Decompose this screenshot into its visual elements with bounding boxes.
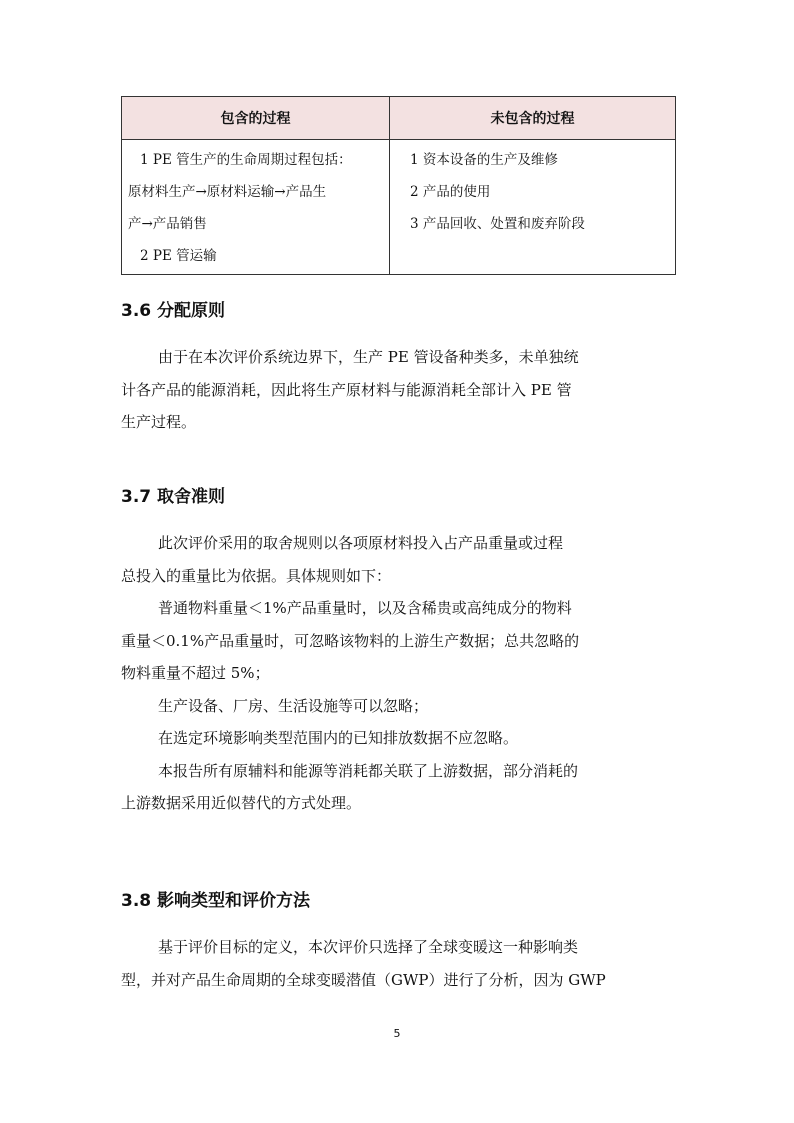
included-line: 产→产品销售 [128,216,207,232]
excluded-line: 2 产品的使用 [410,184,491,200]
text-line: 基于评价目标的定义，本次评价只选择了全球变暖这一种影响类 [158,938,579,956]
included-line: 原材料生产→原材料运输→产品生 [128,184,327,200]
text-line: 此次评价采用的取舍规则以各项原材料投入占产品重量或过程 [158,534,564,552]
excluded-line: 1 资本设备的生产及维修 [410,152,558,168]
header-excluded: 未包含的过程 [390,97,676,140]
text-line: 物料重量不超过 5%； [121,664,270,682]
text-line: 上游数据采用近似替代的方式处理。 [121,794,362,812]
text-line: 型，并对产品生命周期的全球变暖潜值（GWP）进行了分析，因为 GWP [121,970,606,989]
table-row [122,140,676,275]
text-line: 在选定环境影响类型范围内的已知排放数据不应忽略。 [158,729,519,747]
included-line: 2 PE 管运输 [140,248,217,264]
text-line: 生产过程。 [121,413,197,431]
text-line: 由于在本次评价系统边界下，生产 PE 管设备种类多，未单独统 [158,348,579,366]
page-number: 5 [393,1027,401,1040]
text-line: 总投入的重量比为依据。具体规则如下： [121,566,392,585]
section-heading-3-6: 3.6 分配原则 [121,301,226,321]
text-line: 普通物料重量＜1%产品重量时，以及含稀贵或高纯成分的物料 [158,599,572,617]
header-included: 包含的过程 [122,97,390,140]
excluded-line: 3 产品回收、处置和废弃阶段 [410,216,585,232]
section-3-6-paragraph [121,341,675,439]
section-3-8-paragraph [121,931,675,996]
section-3-7-paragraph [121,527,675,820]
section-heading-3-8: 3.8 影响类型和评价方法 [121,891,311,911]
text-line: 计各产品的能源消耗，因此将生产原材料与能源消耗全部计入 PE 管 [121,380,572,399]
text-line: 重量＜0.1%产品重量时，可忽略该物料的上游生产数据；总共忽略的 [121,631,580,650]
section-heading-3-7: 3.7 取舍准则 [121,487,226,507]
table-header-row [122,97,676,140]
excluded-cell [390,140,676,275]
included-line: 1 PE 管生产的生命周期过程包括： [140,152,352,168]
included-cell [122,140,390,275]
process-scope-table [121,96,676,275]
text-line: 本报告所有原辅料和能源等消耗都关联了上游数据，部分消耗的 [158,761,579,780]
text-line: 生产设备、厂房、生活设施等可以忽略； [158,696,429,715]
